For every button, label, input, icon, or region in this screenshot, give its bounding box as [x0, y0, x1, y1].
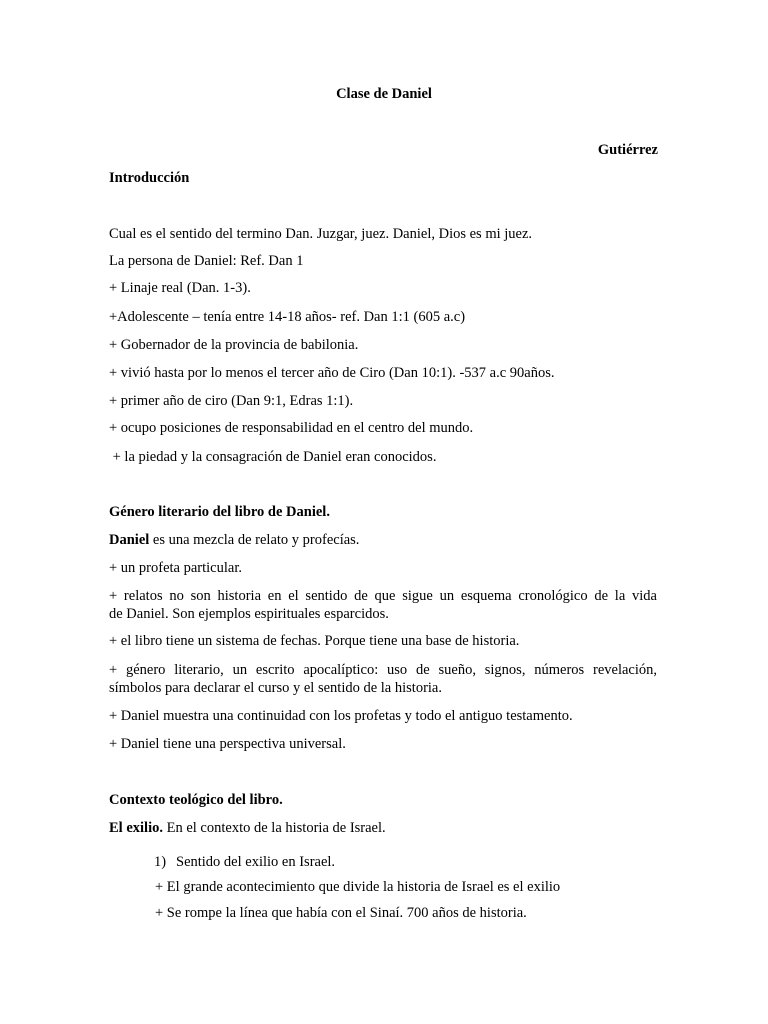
- genre-heading: Género literario del libro de Daniel.: [109, 504, 330, 520]
- intro-line: + ocupo posiciones de responsabilidad en el centro del mundo.: [109, 420, 474, 436]
- genre-lead: [109, 532, 359, 549]
- genre-item-continuation: símbolos para declarar el curso y el sentido de la historia.: [109, 680, 442, 696]
- intro-line: Cual es el sentido del termino Dan. Juzgar, juez. Daniel, Dios es mi juez.: [109, 226, 533, 242]
- intro-line: + primer año de ciro (Dan 9:1, Edras 1:1).: [109, 393, 354, 409]
- genre-item: + el libro tiene un sistema de fechas. Porque tiene una base de historia.: [109, 633, 520, 649]
- intro-line: + Linaje real (Dan. 1-3).: [109, 280, 251, 296]
- genre-lead-rest: es una mezcla de relato y profecías.: [149, 532, 360, 548]
- context-lead: [109, 820, 386, 837]
- author-name: Gutiérrez: [597, 142, 658, 158]
- document-title: Clase de Daniel: [336, 86, 432, 102]
- intro-heading: Introducción: [109, 170, 190, 186]
- genre-item: + Daniel tiene una perspectiva universal.: [109, 736, 346, 752]
- genre-item: + género literario, un escrito apocalíptico: uso de sueño, signos, números revelación,: [109, 662, 657, 678]
- genre-item: + relatos no son historia en el sentido de que sigue un esquema cronológico de la vida: [109, 588, 657, 604]
- context-lead-rest: En el contexto de la historia de Israel.: [162, 820, 386, 836]
- intro-line: +Adolescente – tenía entre 14-18 años- ref. Dan 1:1 (605 a.c): [109, 309, 466, 325]
- genre-item: + Daniel muestra una continuidad con los profetas y todo el antiguo testamento.: [109, 708, 573, 724]
- context-lead-bold: El exilio.: [109, 820, 163, 836]
- intro-line: + Gobernador de la provincia de babilonia.: [109, 337, 359, 353]
- intro-line: La persona de Daniel: Ref. Dan 1: [109, 253, 304, 269]
- genre-lead-bold: Daniel: [109, 532, 150, 548]
- intro-line: + la piedad y la consagración de Daniel eran conocidos.: [109, 449, 437, 465]
- numbered-list-item: Sentido del exilio en Israel.: [176, 854, 336, 870]
- genre-item-continuation: de Daniel. Son ejemplos espirituales esparcidos.: [109, 606, 389, 622]
- context-heading: Contexto teológico del libro.: [109, 792, 283, 808]
- context-subitem: + El grande acontecimiento que divide la historia de Israel es el exilio: [155, 879, 561, 895]
- numbered-list-marker: 1): [154, 854, 167, 870]
- context-subitem: + Se rompe la línea que había con el Sinaí. 700 años de historia.: [155, 905, 527, 921]
- genre-item: + un profeta particular.: [109, 560, 242, 576]
- intro-line: + vivió hasta por lo menos el tercer año de Ciro (Dan 10:1). -537 a.c 90años.: [109, 365, 555, 381]
